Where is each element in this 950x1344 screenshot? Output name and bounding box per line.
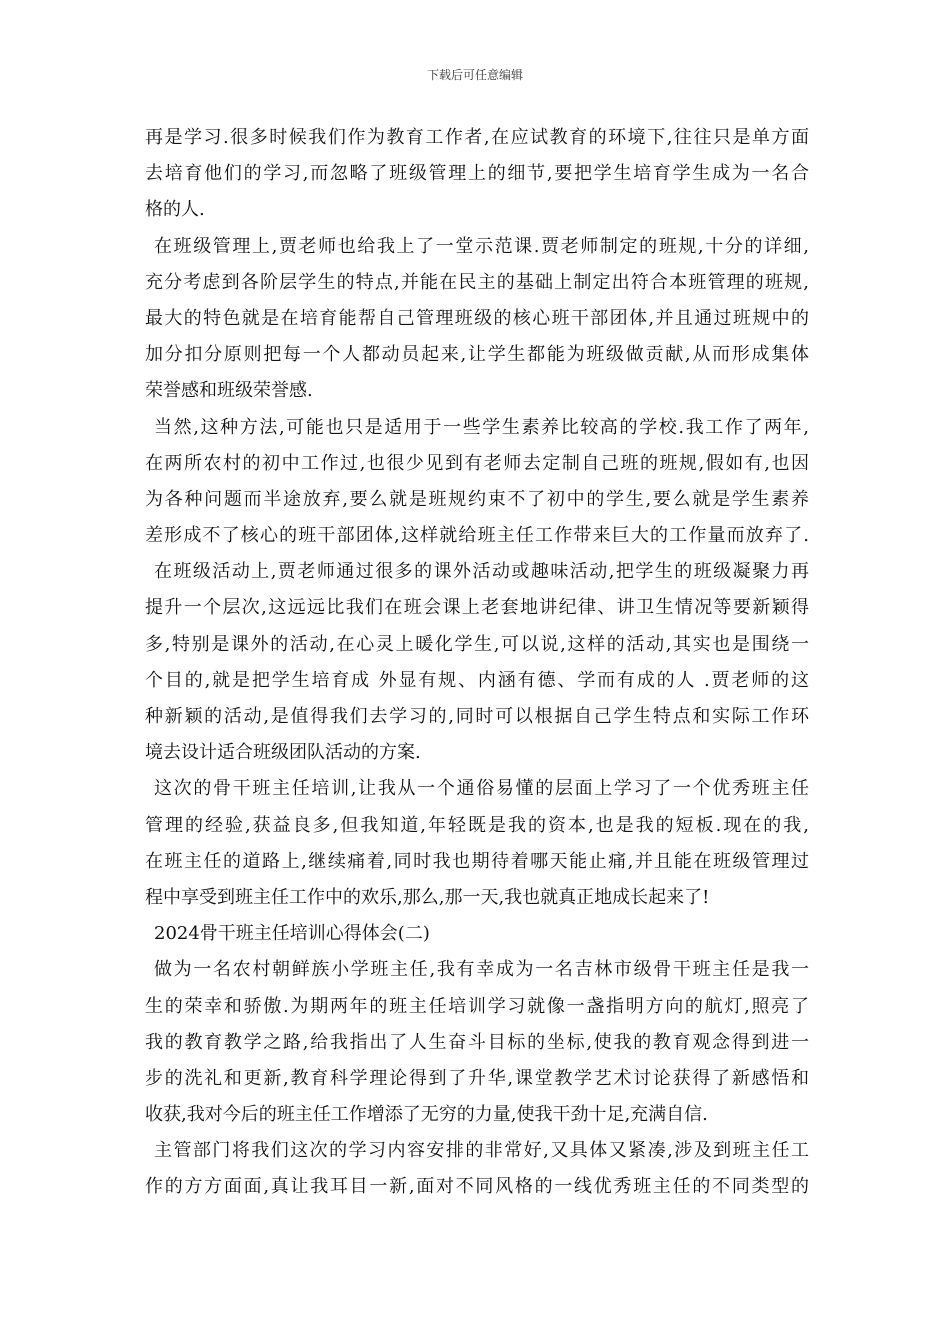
text-line: 多,特别是课外的活动,在心灵上暖化学生,可以说,这样的活动,其实也是围绕一 [145, 633, 809, 655]
text-line: 管理的经验,获益良多,但我知道,年轻既是我的资本,也是我的短板.现在的我, [145, 814, 809, 836]
text-line: 去培育他们的学习,而忽略了班级管理上的细节,要把学生培育学生成为一名合 [145, 163, 809, 185]
text-line: 这次的骨干班主任培训,让我从一个通俗易懂的层面上学习了一个优秀班主任 [154, 778, 809, 800]
text-line: 在两所农村的初中工作过,也很少见到有老师去定制自己班的班规,假如有,也因 [145, 452, 809, 474]
text-line: 为各种问题而半途放弃,要么就是班规约束不了初中的学生,要么就是学生素养 [145, 488, 809, 510]
text-line: 再是学习.很多时候我们作为教育工作者,在应试教育的环境下,往往只是单方面 [145, 127, 809, 148]
text-line: 种新颖的活动,是值得我们去学习的,同时可以根据自己学生特点和实际工作环 [145, 706, 809, 727]
text-line: 生的荣幸和骄傲.为期两年的班主任培训学习就像一盏指明方向的航灯,照亮了 [145, 995, 809, 1017]
text-line: 在班级活动上,贾老师通过很多的课外活动或趣味活动,把学生的班级凝聚力再 [154, 561, 809, 583]
text-line: 收获,我对今后的班主任工作增添了无穷的力量,使我干劲十足,充满自信. [145, 1104, 708, 1126]
text-line: 格的人. [145, 199, 205, 221]
text-line: 在班级管理上,贾老师也给我上了一堂示范课.贾老师制定的班规,十分的详细, [154, 235, 809, 257]
text-line: 差形成不了核心的班干部团体,这样就给班主任工作带来巨大的工作量而放弃了. [145, 525, 809, 547]
text-line: 加分扣分原则把每一个人都动员起来,让学生都能为班级做贡献,从而形成集体 [145, 344, 809, 366]
text-line: 做为一名农村朝鲜族小学班主任,我有幸成为一名吉林市级骨干班主任是我一 [154, 959, 809, 981]
text-line: 步的洗礼和更新,教育科学理论得到了升华,课堂教学艺术讨论获得了新感悟和 [145, 1067, 809, 1089]
text-line: 荣誉感和班级荣誉感. [145, 380, 313, 402]
text-line: 充分考虑到各阶层学生的特点,并能在民主的基础上制定出符合本班管理的班规, [145, 271, 809, 293]
text-line: 提升一个层次,这远远比我们在班会课上老套地讲纪律、讲卫生情况等要新颖得 [145, 597, 809, 619]
text-line: 最大的特色就是在培育能帮自己管理班级的核心班干部团体,并且通过班规中的 [145, 307, 809, 329]
text-line: 作的方方面面,真让我耳目一新,面对不同风格的一线优秀班主任的不同类型的 [145, 1176, 809, 1198]
section-heading: 2024骨干班主任培训心得体会(二) [154, 923, 430, 945]
text-line: 个目的,就是把学生培育成 外显有规、内涵有德、学而有成的人 .贾老师的这 [145, 669, 809, 691]
text-line: 当然,这种方法,可能也只是适用于一些学生素养比较高的学校.我工作了两年, [154, 416, 809, 438]
document-body [145, 120, 809, 1206]
text-line: 境去设计适合班级团队活动的方案. [145, 742, 421, 764]
text-line: 我的教育教学之路,给我指出了人生奋斗目标的坐标,使我的教育观念得到进一 [145, 1031, 809, 1053]
text-line: 主管部门将我们这次的学习内容安排的非常好,又具体又紧凑,涉及到班主任工 [154, 1140, 809, 1162]
text-line: 程中享受到班主任工作中的欢乐,那么,那一天,我也就真正地成长起来了! [145, 886, 710, 908]
text-line: 在班主任的道路上,继续痛着,同时我也期待着哪天能止痛,并且能在班级管理过 [145, 850, 809, 872]
header-note: 下载后可任意编辑 [426, 68, 523, 82]
